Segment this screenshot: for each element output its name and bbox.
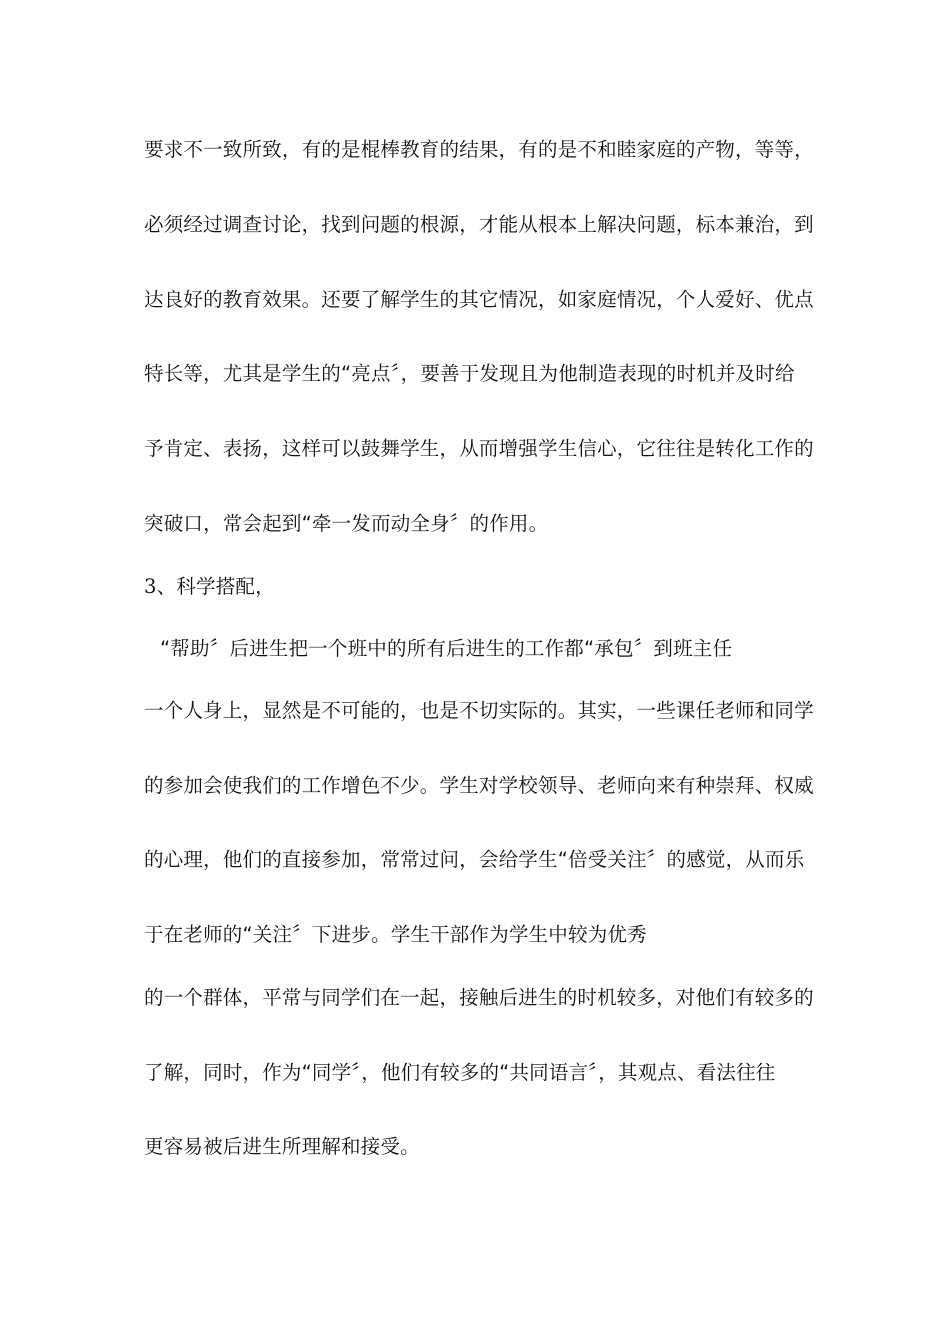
paragraph-line-11: 的心理，他们的直接参加，常常过问，会给学生“倍受关注〞的感觉，从而乐 <box>144 848 805 871</box>
paragraph-line-12: 于在老师的“关注〞下进步。学生干部作为学生中较为优秀 <box>144 923 647 946</box>
paragraph-line-15: 更容易被后进生所理解和接受。 <box>144 1135 420 1158</box>
paragraph-line-13: 的一个群体，平常与同学们在一起，接触后进生的时机较多，对他们有较多的 <box>144 986 814 1009</box>
paragraph-line-14: 了解，同时，作为“同学〞，他们有较多的“共同语言〞，其观点、看法往往 <box>144 1061 776 1084</box>
paragraph-line-8: “帮助〞后进生把一个班中的所有后进生的工作都“承包〞到班主任 <box>160 637 733 660</box>
paragraph-line-6: 突破口，常会起到“牵一发而动全身〞的作用。 <box>144 512 549 535</box>
paragraph-line-5: 予肯定、表扬，这样可以鼓舞学生，从而增强学生信心，它往往是转化工作的 <box>144 437 814 460</box>
paragraph-line-10: 的参加会使我们的工作增色不少。学生对学校领导、老师向来有种崇拜、权威 <box>144 774 814 797</box>
paragraph-line-4: 特长等，尤其是学生的“亮点〞，要善于发现且为他制造表现的时机并及时给 <box>144 362 795 385</box>
paragraph-line-3: 达良好的教育效果。还要了解学生的其它情况，如家庭情况，个人爱好、优点 <box>144 288 814 311</box>
section-heading: 3、科学搭配， <box>144 575 275 598</box>
paragraph-line-1: 要求不一致所致，有的是棍棒教育的结果，有的是不和睦家庭的产物，等等， <box>144 138 814 161</box>
paragraph-line-9: 一个人身上，显然是不可能的，也是不切实际的。其实，一些课任老师和同学 <box>144 699 814 722</box>
paragraph-line-2: 必须经过调查讨论，找到问题的根源，才能从根本上解决问题，标本兼治，到 <box>144 213 814 236</box>
